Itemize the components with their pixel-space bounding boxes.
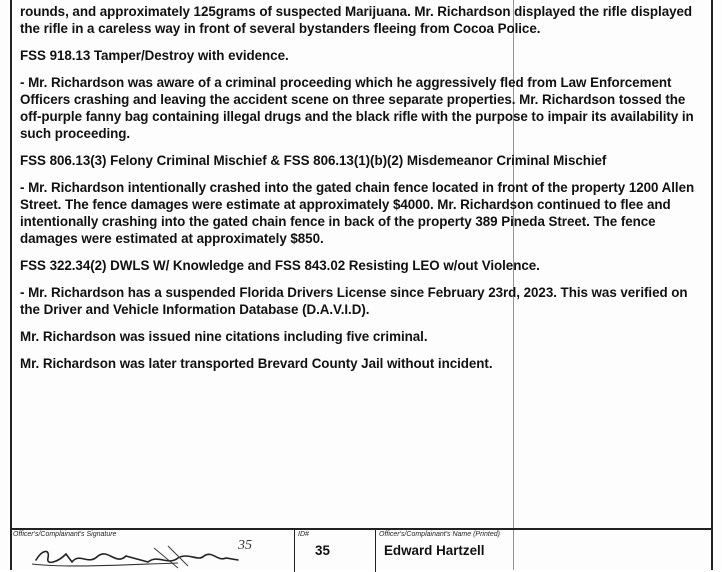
statute-heading-mischief: FSS 806.13(3) Felony Criminal Mischief & FSS 806.13(1)(b)(2) Misdemeanor Criminal Mischief [20, 153, 607, 168]
name-cell [375, 530, 714, 572]
narrative-paragraph-dwls: - Mr. Richardson has a suspended Florida Drivers License since February 23rd, 2023. This was verified on the Driver and Vehicle Information Database (D.A.V.I.D). [20, 285, 688, 317]
name-label: Officer's/Complainant's Name (Printed) [379, 531, 500, 538]
narrative-paragraph-tamper: - Mr. Richardson was aware of a criminal proceeding which he aggressively fled from Law Enforcement Officers crashing and leaving the accident scene on three separate properties. Mr. Richardson tossed the off-purple fanny bag containing illegal drugs and the black rifle with the purpose to impair its availability in such proceeding. [20, 75, 694, 141]
statute-heading-dwls: FSS 322.34(2) DWLS W/ Knowledge and FSS 843.02 Resisting LEO w/out Violence. [20, 258, 540, 273]
narrative-paragraph-mischief: - Mr. Richardson intentionally crashed into the gated chain fence located in front of the property 1200 Allen Street. The fence damages were estimate at approximately $4000. Mr. Richardson continued to flee and intentionally crashing into the gated chain fence in back of the property 389 Pineda Street. The fence damages were estimated at approximately $850. [20, 180, 695, 246]
narrative-body [20, 3, 706, 372]
officer-name: Edward Hartzell [384, 543, 485, 558]
officer-footer [10, 528, 713, 572]
left-margin-rule [10, 0, 12, 570]
citations-summary: Mr. Richardson was issued nine citations including five criminal. [20, 329, 428, 344]
statute-heading-tamper: FSS 918.13 Tamper/Destroy with evidence. [20, 48, 289, 63]
signature-note-value: 35 [238, 538, 252, 553]
signature-label: Officer's/Complainant's Signature [13, 531, 117, 538]
signature-note-text [236, 536, 270, 554]
signature-cell [10, 530, 294, 572]
id-cell [294, 530, 375, 572]
narrative-paragraph-1: rounds, and approximately 125grams of suspected Marijuana. Mr. Richardson displayed the rifle displayed the rifle in a careless way in front of several bystanders fleeing from Cocoa Police. [20, 4, 693, 36]
id-label: ID# [298, 531, 309, 538]
right-margin-rule [711, 0, 713, 570]
id-value: 35 [315, 543, 330, 558]
transport-summary: Mr. Richardson was later transported Brevard County Jail without incident. [20, 356, 493, 371]
